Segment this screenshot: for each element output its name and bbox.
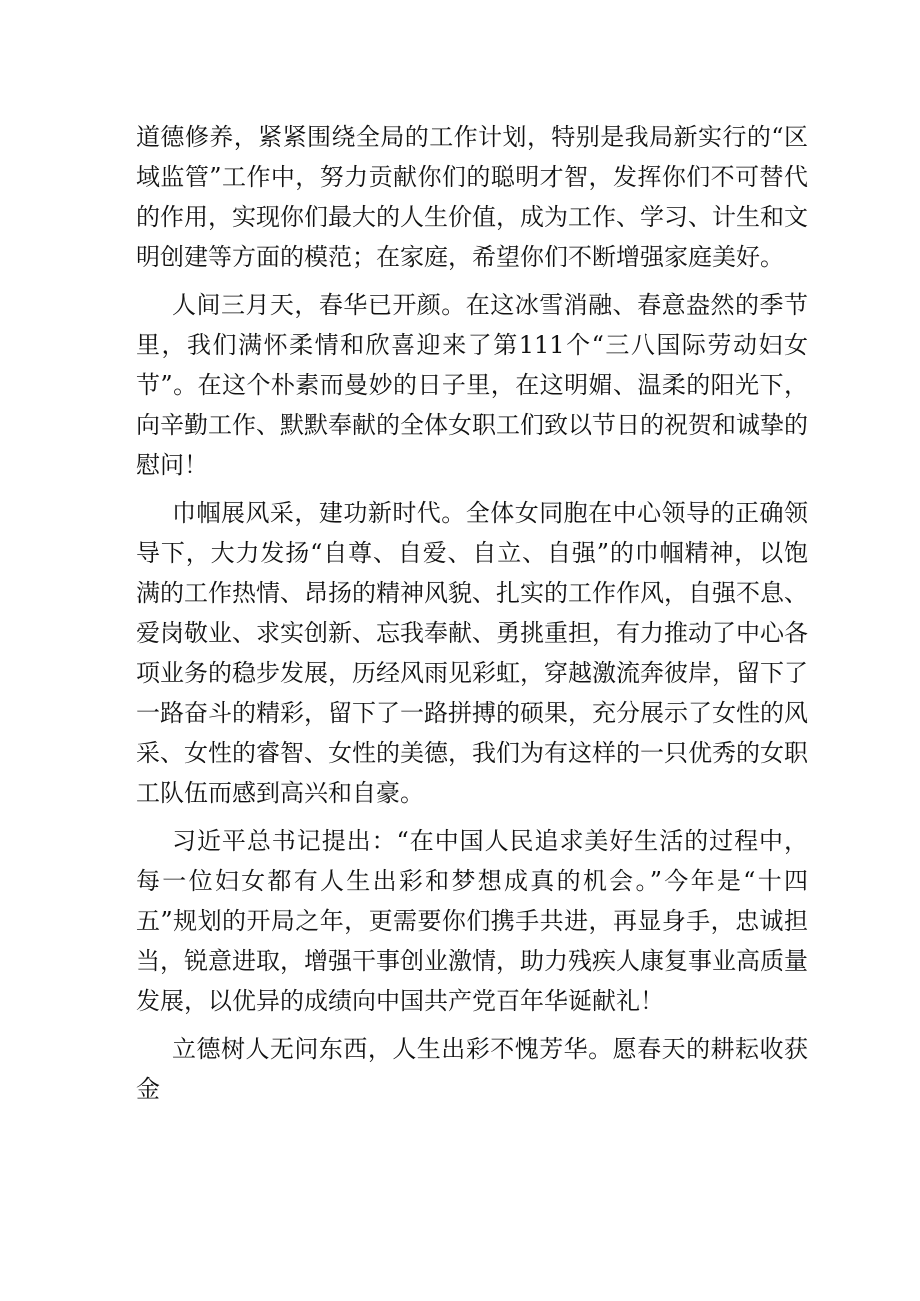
document-body [136,117,808,1117]
paragraph-2: 人间三月天，春华已开颜。在这冰雪消融、春意盎然的季节里，我们满怀柔情和欣喜迎来了第111个“三八国际劳动妇女节”。在这个朴素而曼妙的日子里，在这明媚、温柔的阳光下，向辛勤工作、默默奉献的全体女职工们致以节日的祝贺和诚挚的慰问！ [136,291,808,479]
paragraph-5: 立德树人无问东西，人生出彩不愧芳华。愿春天的耕耘收获金 [136,1035,808,1103]
paragraph-4: 习近平总书记提出：“在中国人民追求美好生活的过程中，每一位妇女都有人生出彩和梦想成真的机会。”今年是“十四五”规划的开局之年，更需要你们携手共进，再显身手，忠诚担当，锐意进取，增强干事创业激情，助力残疾人康复事业高质量发展，以优异的成绩向中国共产党百年华诞献礼！ [136,827,808,1015]
paragraph-3: 巾帼展风采，建功新时代。全体女同胞在中心领导的正确领导下，大力发扬“自尊、自爱、自立、自强”的巾帼精神，以饱满的工作热情、昂扬的精神风貌、扎实的工作作风，自强不息、爱岗敬业、求实创新、忘我奉献、勇挑重担，有力推动了中心各项业务的稳步发展，历经风雨见彩虹，穿越激流奔彼岸，留下了一路奋斗的精彩，留下了一路拼搏的硕果，充分展示了女性的风采、女性的睿智、女性的美德，我们为有这样的一只优秀的女职工队伍而感到高兴和自豪。 [136,499,808,807]
paragraph-1: 道德修养，紧紧围绕全局的工作计划，特别是我局新实行的“区域监管”工作中，努力贡献你们的聪明才智，发挥你们不可替代的作用，实现你们最大的人生价值，成为工作、学习、计生和文明创建等方面的模范；在家庭，希望你们不断增强家庭美好。 [136,123,808,271]
